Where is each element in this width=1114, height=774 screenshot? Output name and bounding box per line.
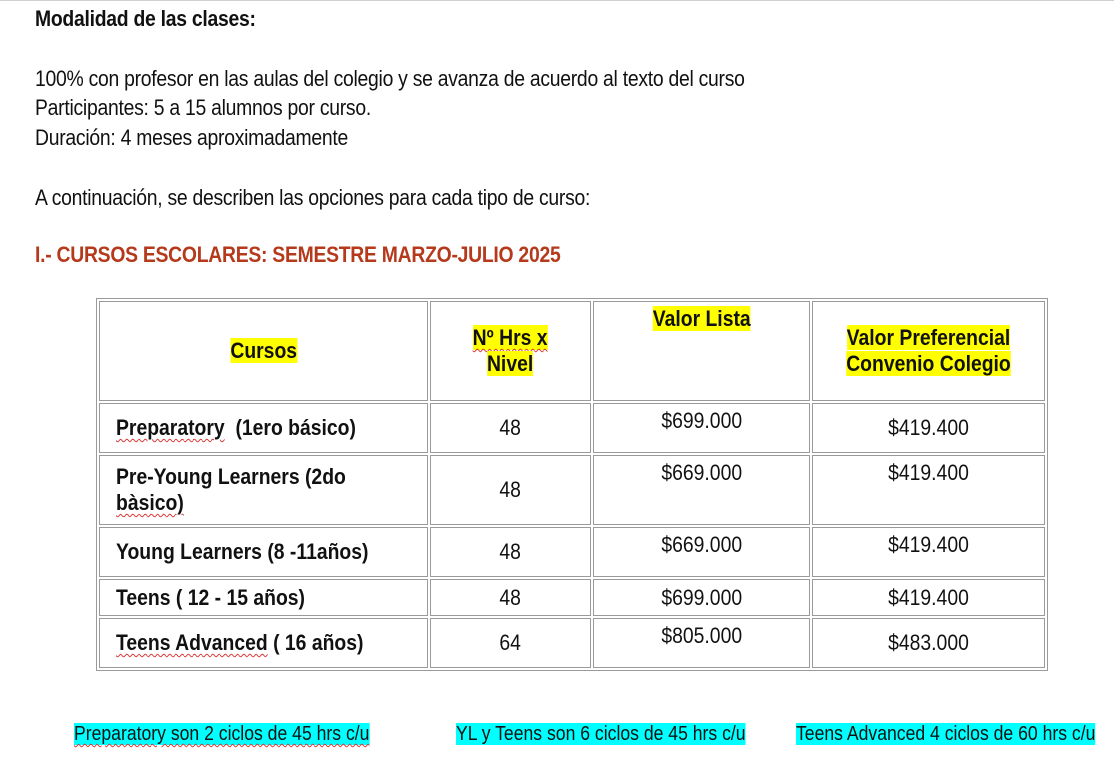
list-price-cell: $699.000 [593,579,810,616]
course-name-part: Teens ( 12 - 15 años) [116,584,306,610]
pref-price-cell: $419.400 [812,455,1045,525]
header-hours [430,301,590,401]
header-hours-label-2: Nivel [487,351,534,376]
hours-cell: 48 [430,527,590,577]
header-list-price [593,301,810,401]
header-pref-price [812,301,1045,401]
course-cell [99,579,428,616]
table-row [99,618,1045,668]
list-price-cell: $805.000 [593,618,810,668]
table-row [99,527,1045,577]
list-price-cell: $669.000 [593,455,810,525]
modality-title: Modalidad de las clases: [35,6,256,31]
list-price-cell: $699.000 [593,403,810,453]
course-cell [99,403,428,453]
note-preparatory [74,723,369,746]
section-heading: I.- CURSOS ESCOLARES: SEMESTRE MARZO-JULIO 2025 [35,242,561,267]
note-yl-teens [456,723,746,746]
pref-price-cell: $483.000 [812,618,1045,668]
header-pref-price-label-2: Convenio Colegio [846,351,1011,376]
pref-price-cell: $419.400 [812,527,1045,577]
table-row [99,403,1045,453]
hours-cell: 48 [430,455,590,525]
hours-cell: 64 [430,618,590,668]
intro-line-teacher: 100% con profesor en las aulas del colegio y se avanza de acuerdo al texto del curso [35,66,745,91]
header-pref-price-label-1: Valor Preferencial [846,325,1011,350]
pref-price-cell: $419.400 [812,403,1045,453]
hours-cell: 48 [430,403,590,453]
table-row [99,579,1045,616]
intro-line-duration: Duración: 4 meses aproximadamente [35,125,349,150]
list-price-cell: $669.000 [593,527,810,577]
note-yl-teens-text: YL y Teens son 6 ciclos de 45 hrs c/u [456,723,746,745]
course-name-part: Pre-Young Learners (2do [116,464,346,489]
course-name-detail: (1ero básico) [224,415,356,440]
course-name-detail: ( 16 años) [267,630,364,655]
note-teens-advanced [796,723,1095,746]
course-cell [99,618,428,668]
header-hours-label-1: Nº Hrs x [473,325,548,350]
course-name-part: Teens Advanced [116,630,268,655]
note-preparatory-text: Preparatory son 2 ciclos de 45 hrs c/u [74,723,370,745]
course-cell [99,455,428,525]
course-name-detail: bàsico) [116,490,184,515]
table-row [99,455,1045,525]
hours-cell: 48 [430,579,590,616]
note-teens-advanced-text: Teens Advanced 4 ciclos de 60 hrs c/u [796,723,1096,745]
page-top-border [0,0,1114,1]
courses-table [96,298,1048,671]
course-name-part: Young Learners (8 -11años) [116,539,369,564]
course-name-part: Preparatory [116,415,225,440]
intro-line-options: A continuación, se describen las opciones para cada tipo de curso: [35,185,591,210]
course-cell [99,527,428,577]
header-courses [99,301,428,401]
header-courses-label: Cursos [230,338,298,363]
intro-line-participants: Participantes: 5 a 15 alumnos por curso. [35,95,371,120]
table-header-row [99,301,1045,401]
pref-price-cell: $419.400 [812,579,1045,616]
header-list-price-label: Valor Lista [652,306,751,331]
